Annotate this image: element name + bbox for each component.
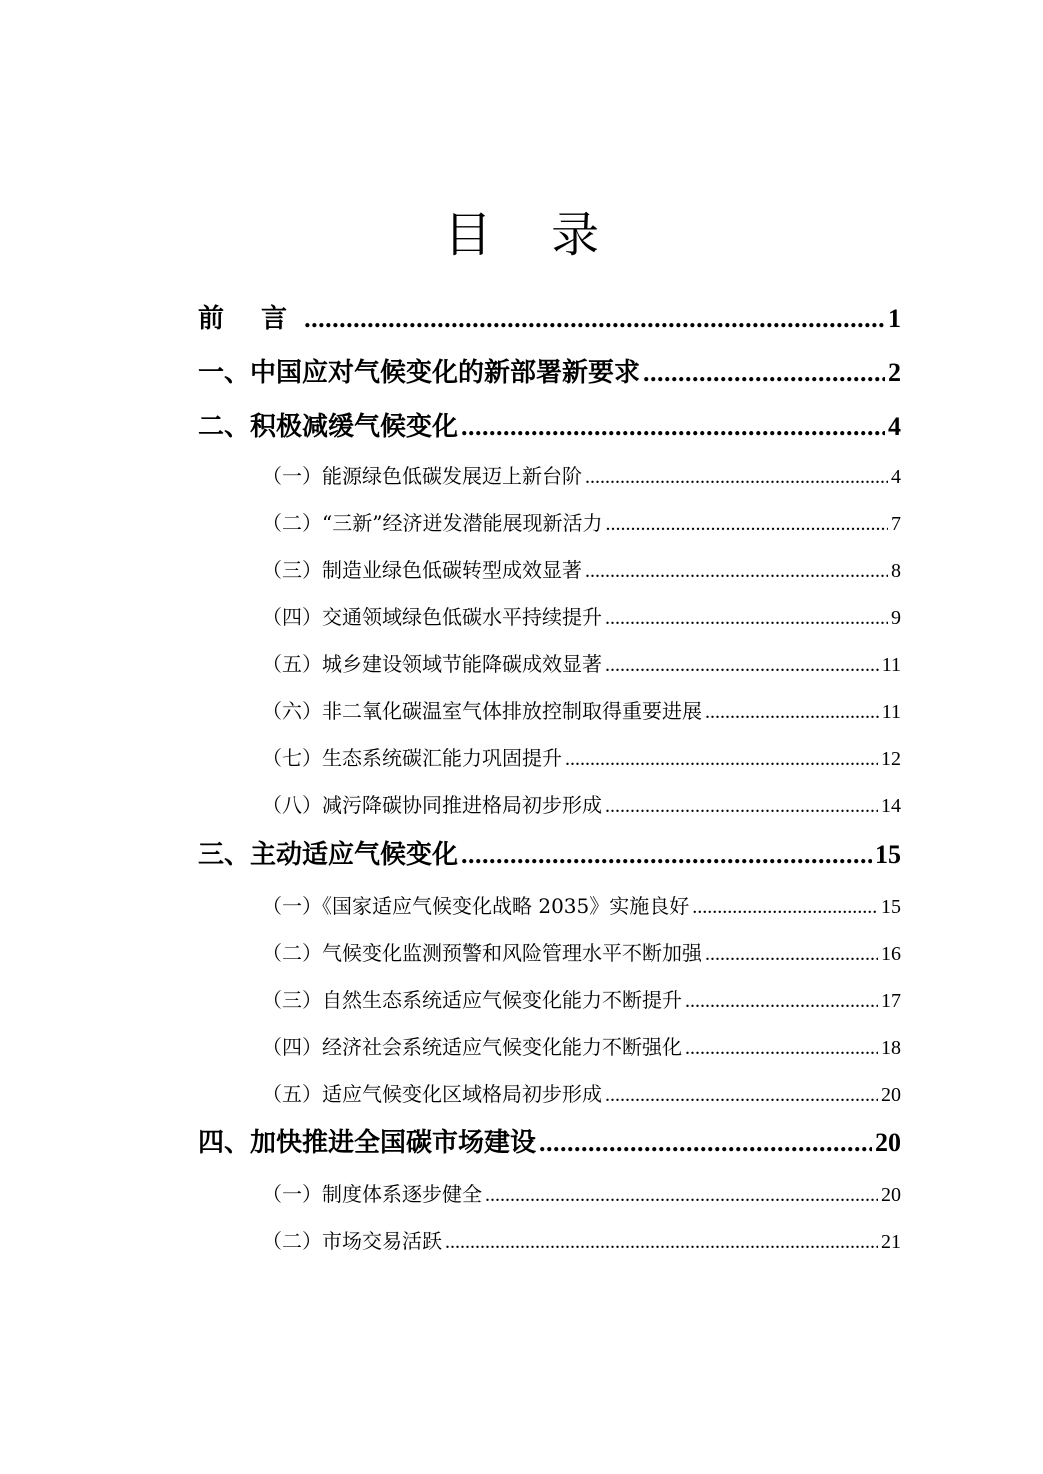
toc-entry-label: （二）气候变化监测预警和风险管理水平不断加强 bbox=[262, 941, 702, 965]
toc-dot-leader bbox=[585, 462, 888, 492]
toc-entry-preface[interactable] bbox=[198, 301, 901, 337]
toc-entry-section-2-6[interactable] bbox=[262, 696, 901, 726]
toc-entry-label: （一）制度体系逐步健全 bbox=[262, 1182, 482, 1206]
toc-page-number: 15 bbox=[875, 840, 901, 869]
toc-page-number: 11 bbox=[881, 701, 901, 723]
toc-page-number: 12 bbox=[881, 748, 901, 770]
toc-page-number: 7 bbox=[891, 513, 901, 535]
toc-entry-label: （二）市场交易活跃 bbox=[262, 1229, 442, 1253]
toc-dot-leader bbox=[705, 697, 879, 727]
toc-entry-section-2-1[interactable] bbox=[262, 461, 901, 491]
toc-entry-section-4-1[interactable] bbox=[262, 1179, 901, 1209]
toc-entry-section-3-1[interactable] bbox=[262, 891, 901, 921]
toc-dot-leader bbox=[605, 650, 879, 680]
toc-entry-section-3-4[interactable] bbox=[262, 1032, 901, 1062]
toc-entry-label: （一）能源绿色低碳发展迈上新台阶 bbox=[262, 464, 582, 488]
toc-page-number: 9 bbox=[891, 607, 901, 629]
toc-entry-section-2-4[interactable] bbox=[262, 602, 901, 632]
toc-entry-section-3-3[interactable] bbox=[262, 985, 901, 1015]
toc-entry-label: （八）减污降碳协同推进格局初步形成 bbox=[262, 793, 602, 817]
toc-page-number: 8 bbox=[891, 560, 901, 582]
toc-page-number: 15 bbox=[881, 896, 901, 918]
toc-entry-section-3-2[interactable] bbox=[262, 938, 901, 968]
toc-entry-section-2-7[interactable] bbox=[262, 743, 901, 773]
toc-page-number: 11 bbox=[881, 654, 901, 676]
toc-page-number: 14 bbox=[881, 795, 901, 817]
toc-entry-section-3[interactable] bbox=[198, 837, 901, 873]
toc-dot-leader bbox=[605, 791, 878, 821]
toc-dot-leader bbox=[605, 509, 888, 539]
toc-page-number: 20 bbox=[881, 1184, 901, 1206]
toc-page-number: 20 bbox=[875, 1128, 901, 1157]
toc-page-number: 4 bbox=[888, 412, 901, 441]
toc-dot-leader bbox=[445, 1227, 878, 1257]
toc-dot-leader bbox=[685, 1033, 878, 1063]
toc-page-number: 16 bbox=[881, 943, 901, 965]
toc-page-number: 21 bbox=[881, 1231, 901, 1253]
toc-dot-leader bbox=[692, 892, 878, 922]
toc-entry-label: （四）交通领域绿色低碳水平持续提升 bbox=[262, 605, 602, 629]
toc-page-number: 2 bbox=[888, 358, 901, 387]
toc-entry-label: 四、加快推进全国碳市场建设 bbox=[198, 1128, 537, 1158]
toc-entry-section-3-5[interactable] bbox=[262, 1079, 901, 1109]
toc-dot-leader bbox=[643, 355, 885, 391]
toc-entry-label: （五）适应气候变化区域格局初步形成 bbox=[262, 1082, 602, 1106]
toc-dot-leader bbox=[585, 556, 888, 586]
toc-entry-label: （三）自然生态系统适应气候变化能力不断提升 bbox=[262, 988, 682, 1012]
toc-page-number: 1 bbox=[888, 304, 901, 333]
toc-dot-leader bbox=[485, 1180, 878, 1210]
toc-entry-label: （七）生态系统碳汇能力巩固提升 bbox=[262, 746, 562, 770]
toc-entry-label: 三、主动适应气候变化 bbox=[198, 840, 459, 870]
toc-dot-leader bbox=[539, 1125, 872, 1161]
toc-entry-section-2-2[interactable] bbox=[262, 508, 901, 538]
toc-dot-leader bbox=[605, 1080, 878, 1110]
toc-entry-section-2-5[interactable] bbox=[262, 649, 901, 679]
toc-dot-leader bbox=[304, 301, 885, 337]
toc-dot-leader bbox=[461, 837, 872, 873]
toc-entry-label: （二）“三新”经济迸发潜能展现新活力 bbox=[262, 511, 603, 535]
page-title: 目 录 bbox=[443, 207, 622, 263]
toc-dot-leader bbox=[461, 409, 885, 445]
toc-page-number: 17 bbox=[881, 990, 901, 1012]
toc-page-number: 20 bbox=[881, 1084, 901, 1106]
toc-entry-section-2-3[interactable] bbox=[262, 555, 901, 585]
toc-dot-leader bbox=[565, 744, 878, 774]
toc-entry-label: （一）《国家适应气候变化战略 2035》实施良好 bbox=[262, 894, 690, 918]
toc-entry-label: （三）制造业绿色低碳转型成效显著 bbox=[262, 558, 582, 582]
toc-dot-leader bbox=[685, 986, 878, 1016]
toc-page-number: 4 bbox=[891, 466, 901, 488]
toc-entry-section-1[interactable] bbox=[198, 355, 901, 391]
toc-entry-section-4-2[interactable] bbox=[262, 1226, 901, 1256]
toc-entry-section-4[interactable] bbox=[198, 1125, 901, 1161]
toc-entry-section-2[interactable] bbox=[198, 409, 901, 445]
toc-entry-label: （五）城乡建设领域节能降碳成效显著 bbox=[262, 652, 602, 676]
toc-dot-leader bbox=[705, 939, 878, 969]
toc-entry-label: 一、中国应对气候变化的新部署新要求 bbox=[198, 358, 641, 388]
toc-entry-label: （四）经济社会系统适应气候变化能力不断强化 bbox=[262, 1035, 682, 1059]
toc-dot-leader bbox=[605, 603, 888, 633]
toc-entry-label: 二、积极减缓气候变化 bbox=[198, 412, 459, 442]
toc-entry-label: （六）非二氧化碳温室气体排放控制取得重要进展 bbox=[262, 699, 702, 723]
toc-page-number: 18 bbox=[881, 1037, 901, 1059]
toc-entry-section-2-8[interactable] bbox=[262, 790, 901, 820]
toc-entry-label: 前 言 bbox=[198, 304, 302, 334]
